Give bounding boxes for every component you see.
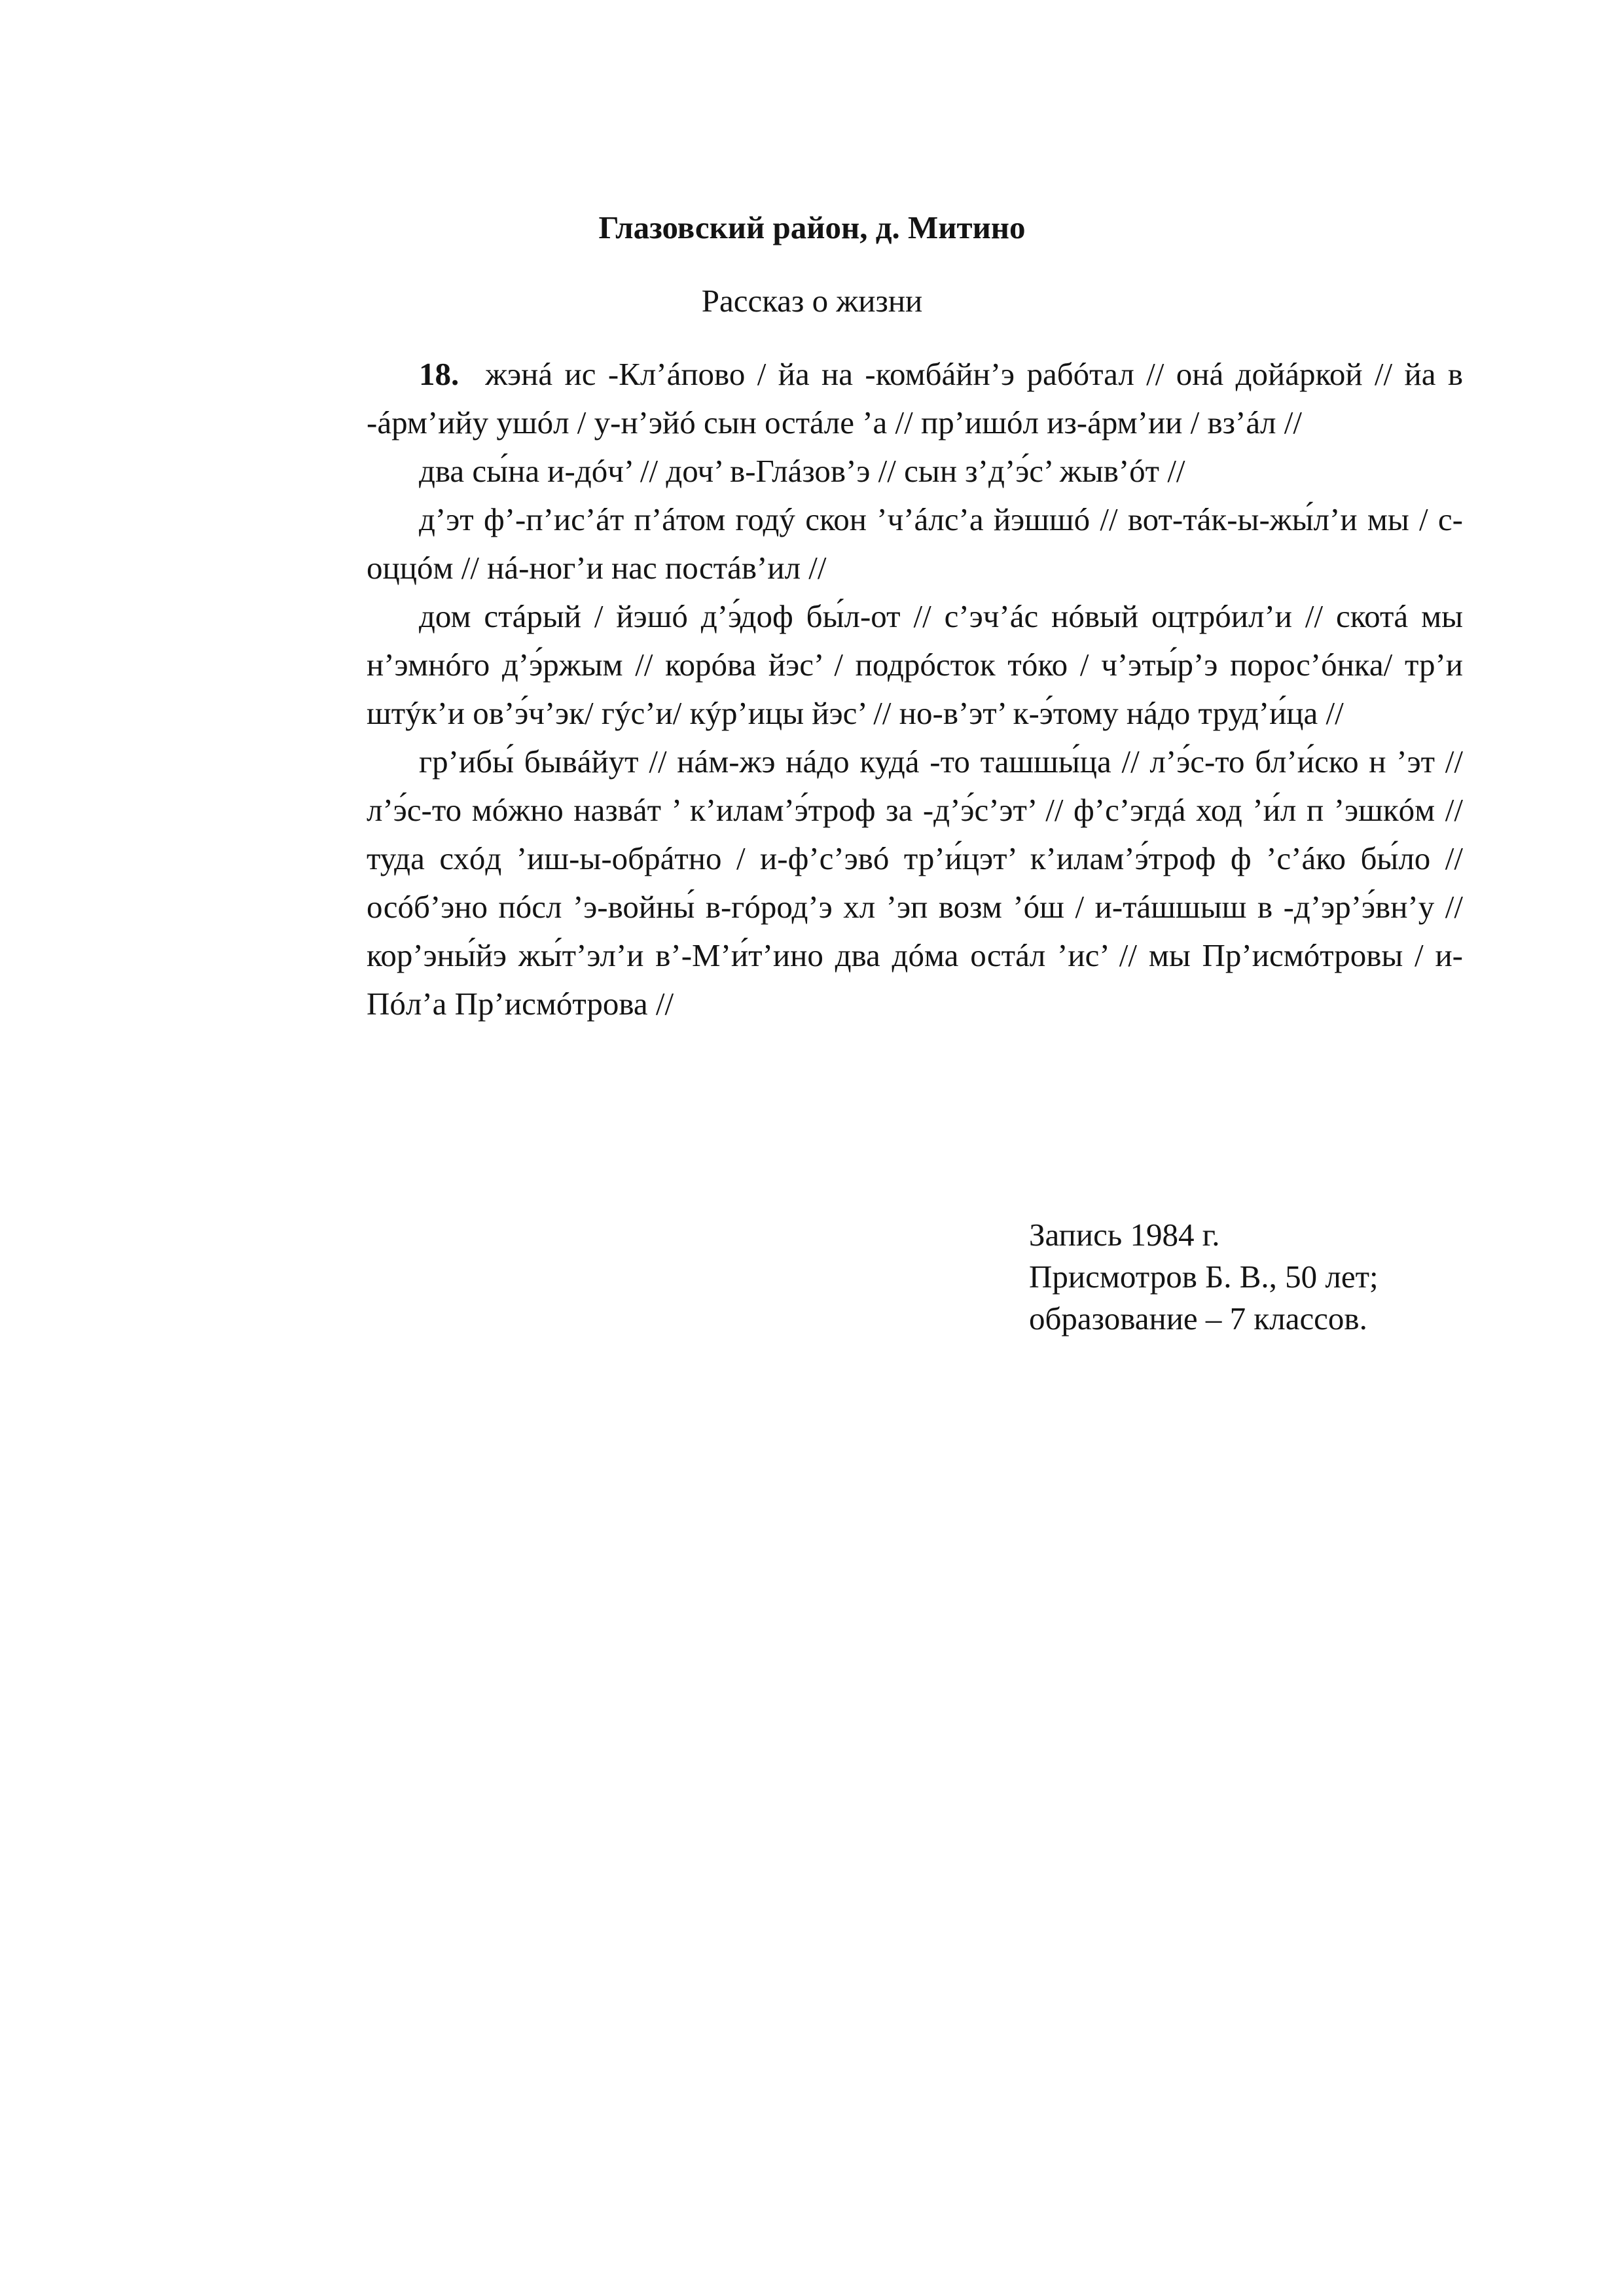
paragraph-text: жэнá ис -Кл’áпово / йа на -комбáйн’э рабóтал // онá дойáркой // йа в -áрм’ийу ушóл / у-н’эйó сын остáле ’а // пр’ишóл из-áрм’ии / вз’áл //: [367, 356, 1463, 440]
region-title: Глазовский район, д. Митино: [598, 209, 1026, 245]
record-info: [1029, 1214, 1379, 1340]
transcript-text: [367, 350, 1463, 1028]
story-subtitle: Рассказ о жизни: [701, 283, 923, 319]
paragraph-text: гр’ибы́ бывáйут // нáм-жэ нáдо кудá -то ташшы́ца // л’э́с-то бл’и́ско н ’эт // л’э́с-то мóжно назвáт ’ к’илам’э́троф за -д’э́с’эт’ // ф’с’эгдá ход ’и́л п ’эшкóм // туда схóд ’иш-ы-обрáтно / и-ф’с’эвó тр’и́цэт’ к’илам’э́троф ф ’с’áко бы́ло // осóб’эно пóсл ’э-войны́ в-гóрод’э хл ’эп возм ’óш / и-тáшшыш в -д’эр’э́вн’у // кор’эны́йэ жы́т’эл’и в’-М’и́т’ино два дóма остáл ’ис’ // мы Пр’исмóтровы / и-Пóл’а Пр’исмóтрова //: [367, 744, 1463, 1022]
paragraph-text: дом стáрый / йэшó д’э́доф бы́л-от // с’эч’áс нóвый оцтрóил’и // скотá мы н’эмнóго д’э́ржым // корóва йэс’ / подрóсток тóко / ч’эты́р’э порос’óнка/ тр’и штýк’и ов’э́ч’эк/ гýс’и/ кýр’ицы йэс’ // но-в’эт’ к-э́тому нáдо труд’и́ца //: [367, 598, 1463, 731]
paragraph-text: д’эт ф’-п’ис’áт п’áтом годý скон ’ч’áлс’а йэшшó // вот-тáк-ы-жы́л’и мы / с-оццóм // нá-ног’и нас постáв’ил //: [367, 501, 1463, 586]
paragraph-text: два сы́на и-дóч’ // доч’ в-Глáзов’э // сын з’д’э́с’ жыв’óт //: [419, 453, 1185, 489]
record-year: Запись 1984 г.: [1029, 1217, 1220, 1253]
transcript-paragraph: [367, 738, 1463, 1028]
informant: Присмотров Б. В., 50 лет;: [1029, 1259, 1379, 1295]
transcript-paragraph: [367, 495, 1463, 592]
transcript-paragraph: [367, 592, 1463, 738]
education: образование – 7 классов.: [1029, 1300, 1367, 1336]
entry-number: 18.: [419, 356, 460, 392]
transcript-paragraph: [367, 447, 1463, 495]
transcript-paragraph: [367, 350, 1463, 447]
